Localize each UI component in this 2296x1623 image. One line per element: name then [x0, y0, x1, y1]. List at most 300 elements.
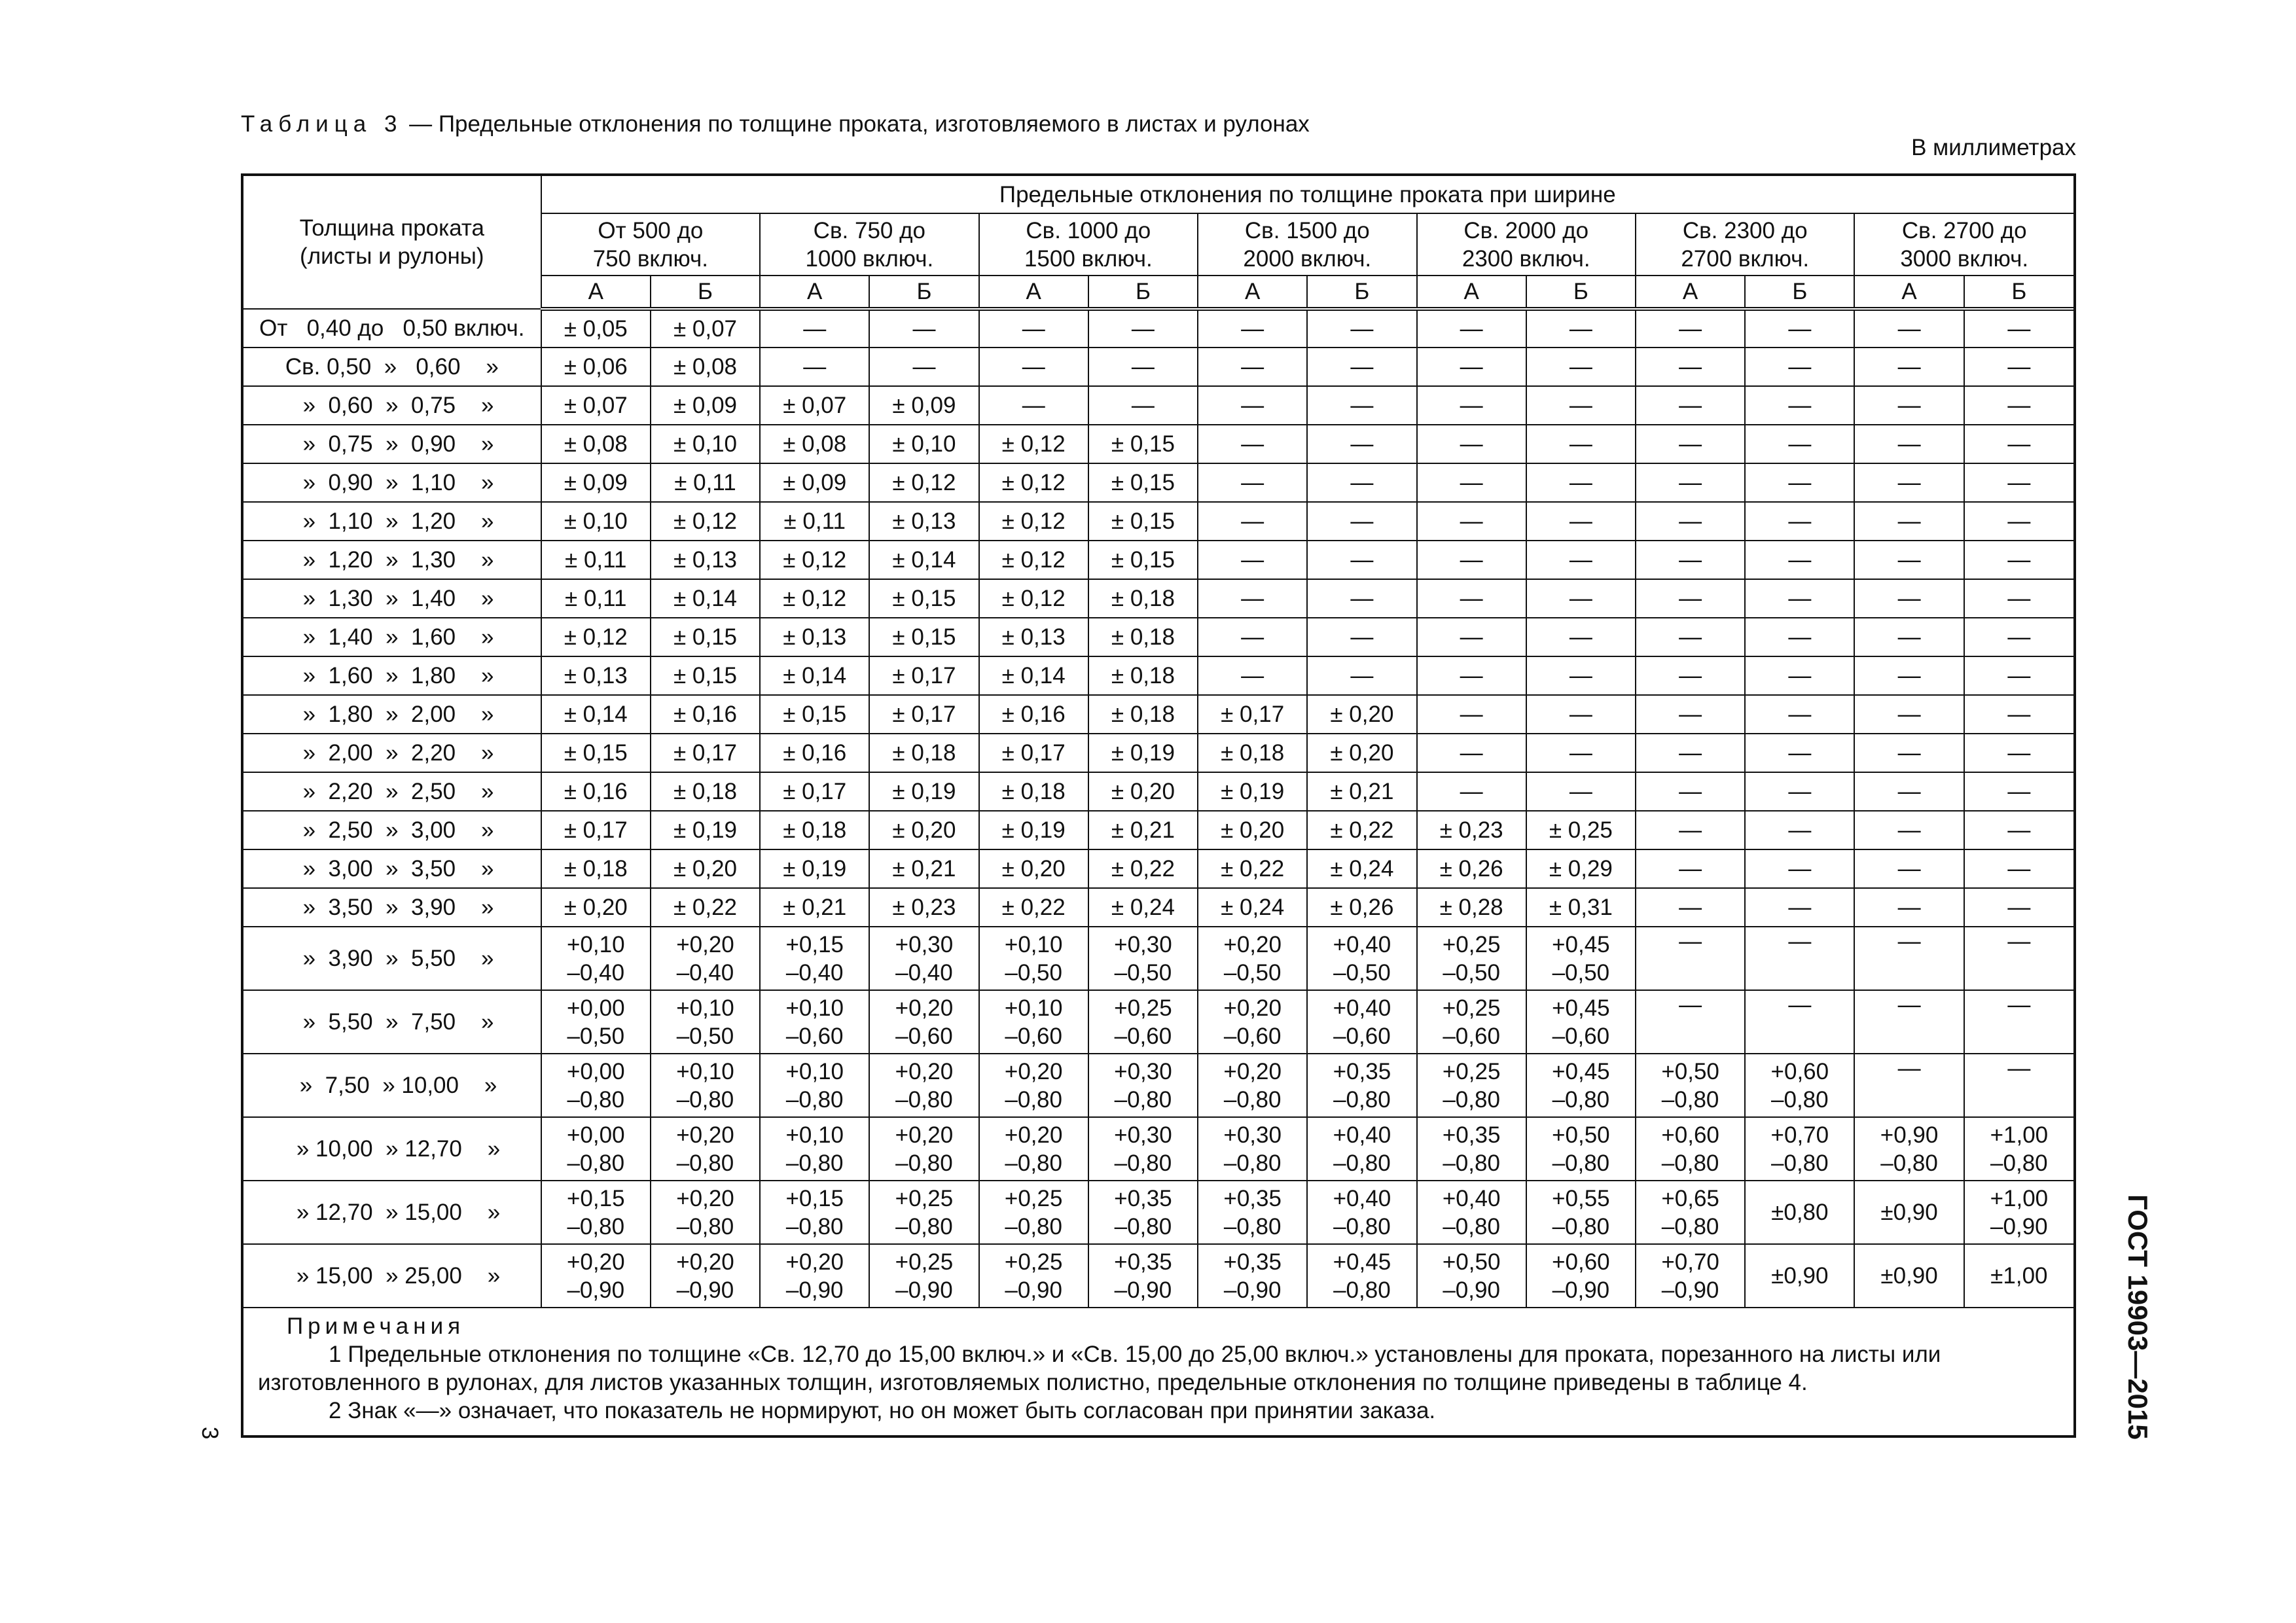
- deviation-cell: ± 0,15: [1088, 463, 1198, 502]
- deviation-cell: —: [979, 386, 1088, 425]
- table-frame: [241, 173, 2076, 1438]
- deviation-cell: ± 0,13: [651, 541, 760, 579]
- deviation-cell: ± 0,18: [651, 772, 760, 811]
- deviation-cell: —: [1417, 386, 1526, 425]
- column-header-b: Б: [869, 276, 978, 309]
- deviation-cell: ± 0,22: [1088, 849, 1198, 888]
- column-header-b: Б: [1307, 276, 1416, 309]
- deviation-cell: —: [760, 309, 869, 348]
- deviation-cell: ± 0,25: [1526, 811, 1636, 849]
- deviation-cell: +0,60 –0,80: [1745, 1054, 1854, 1117]
- deviation-cell: —: [1854, 772, 1964, 811]
- deviation-cell: ± 0,10: [869, 425, 978, 463]
- deviation-cell: —: [1417, 463, 1526, 502]
- deviation-cell: —: [1417, 348, 1526, 386]
- deviation-cell: —: [1088, 386, 1198, 425]
- thickness-cell: Св. 0,50 » 0,60 »: [243, 348, 541, 386]
- deviation-cell: —: [1636, 734, 1745, 772]
- deviation-cell: ± 0,20: [1198, 811, 1307, 849]
- deviation-cell: ± 0,20: [869, 811, 978, 849]
- deviation-cell: ± 0,12: [979, 579, 1088, 618]
- table-row: [243, 425, 2073, 463]
- deviation-cell: —: [1854, 734, 1964, 772]
- thickness-cell: » 5,50 » 7,50 »: [243, 990, 541, 1054]
- deviation-cell: —: [1854, 502, 1964, 541]
- thickness-cell: » 1,10 » 1,20 »: [243, 502, 541, 541]
- deviation-cell: +0,00 –0,80: [541, 1054, 651, 1117]
- deviation-cell: —: [1745, 888, 1854, 927]
- deviation-cell: —: [1964, 618, 2073, 656]
- deviation-cell: —: [1636, 425, 1745, 463]
- deviation-cell: ± 0,19: [1198, 772, 1307, 811]
- deviation-cell: ± 0,17: [979, 734, 1088, 772]
- deviation-cell: —: [1526, 618, 1636, 656]
- deviation-cell: ±0,90: [1854, 1244, 1964, 1308]
- column-header-b: Б: [1964, 276, 2073, 309]
- deviation-cell: ± 0,19: [1088, 734, 1198, 772]
- deviation-cell: +0,45 –0,50: [1526, 927, 1636, 990]
- deviation-cell: ± 0,20: [1307, 695, 1416, 734]
- deviation-cell: +0,35 –0,80: [1088, 1181, 1198, 1244]
- deviation-cell: +0,00 –0,50: [541, 990, 651, 1054]
- width-group-header: От 500 до 750 включ.: [541, 213, 760, 276]
- deviation-cell: —: [1636, 309, 1745, 348]
- deviation-cell: ± 0,20: [979, 849, 1088, 888]
- thickness-cell: » 12,70 » 15,00 »: [243, 1181, 541, 1244]
- deviation-cell: ± 0,22: [979, 888, 1088, 927]
- deviation-cell: —: [1745, 849, 1854, 888]
- deviation-cell: —: [1854, 618, 1964, 656]
- deviation-cell: ± 0,24: [1088, 888, 1198, 927]
- deviation-cell: ± 0,18: [1088, 695, 1198, 734]
- deviation-cell: ± 0,14: [651, 579, 760, 618]
- column-header-a: А: [1636, 276, 1745, 309]
- deviation-cell: +0,50 –0,80: [1636, 1054, 1745, 1117]
- deviation-cell: ± 0,23: [869, 888, 978, 927]
- deviation-cell: —: [1198, 541, 1307, 579]
- deviation-cell: ± 0,15: [1088, 502, 1198, 541]
- deviation-cell: +0,40 –0,80: [1307, 1117, 1416, 1181]
- deviation-cell: +0,40 –0,80: [1307, 1181, 1416, 1244]
- deviation-cell: —: [1854, 541, 1964, 579]
- table-row: [243, 541, 2073, 579]
- deviation-cell: —: [1964, 811, 2073, 849]
- deviation-cell: +0,20 –0,90: [760, 1244, 869, 1308]
- table-row: [243, 888, 2073, 927]
- deviation-cell: ± 0,15: [760, 695, 869, 734]
- deviation-cell: ± 0,20: [1088, 772, 1198, 811]
- deviation-cell: —: [1198, 502, 1307, 541]
- deviation-cell: +0,10 –0,50: [651, 990, 760, 1054]
- deviation-cell: ± 0,20: [651, 849, 760, 888]
- deviation-cell: —: [1854, 309, 1964, 348]
- deviation-cell: —: [1307, 348, 1416, 386]
- deviation-cell: ±0,80: [1745, 1181, 1854, 1244]
- deviation-cell: +0,20 –0,80: [1198, 1054, 1307, 1117]
- deviation-cell: +0,10 –0,60: [760, 990, 869, 1054]
- deviation-cell: ± 0,09: [651, 386, 760, 425]
- deviation-cell: +0,35 –0,90: [1088, 1244, 1198, 1308]
- deviation-cell: —: [1636, 990, 1745, 1054]
- column-header-a: А: [979, 276, 1088, 309]
- deviation-cell: ± 0,15: [651, 618, 760, 656]
- deviation-cell: ± 0,17: [869, 695, 978, 734]
- deviation-cell: ± 0,18: [869, 734, 978, 772]
- deviation-cell: +0,50 –0,80: [1526, 1117, 1636, 1181]
- deviation-cell: +0,70 –0,80: [1745, 1117, 1854, 1181]
- deviation-cell: —: [1745, 772, 1854, 811]
- deviation-cell: —: [1854, 888, 1964, 927]
- table-row: [243, 849, 2073, 888]
- deviation-cell: ± 0,11: [760, 502, 869, 541]
- deviation-cell: +0,50 –0,90: [1417, 1244, 1526, 1308]
- deviation-cell: ± 0,17: [651, 734, 760, 772]
- deviation-cell: +0,20 –0,90: [541, 1244, 651, 1308]
- deviation-cell: —: [1636, 618, 1745, 656]
- deviation-cell: —: [1307, 463, 1416, 502]
- deviation-cell: ± 0,24: [1307, 849, 1416, 888]
- deviation-cell: —: [1417, 656, 1526, 695]
- deviation-cell: ± 0,17: [869, 656, 978, 695]
- deviation-cell: —: [979, 309, 1088, 348]
- deviation-cell: +1,00 –0,80: [1964, 1117, 2073, 1181]
- deviation-header: Предельные отклонения по толщине проката при ширине: [541, 176, 2073, 213]
- deviation-cell: —: [1636, 348, 1745, 386]
- deviation-cell: —: [1745, 811, 1854, 849]
- deviation-cell: —: [1745, 309, 1854, 348]
- deviation-cell: +0,00 –0,80: [541, 1117, 651, 1181]
- deviation-cell: —: [1636, 888, 1745, 927]
- deviation-cell: ± 0,24: [1198, 888, 1307, 927]
- deviation-cell: —: [1964, 463, 2073, 502]
- deviation-cell: —: [1526, 734, 1636, 772]
- thickness-cell: » 15,00 » 25,00 »: [243, 1244, 541, 1308]
- deviation-cell: +0,20 –0,80: [869, 1054, 978, 1117]
- deviation-cell: —: [979, 348, 1088, 386]
- deviation-cell: ± 0,15: [1088, 541, 1198, 579]
- thickness-cell: » 1,80 » 2,00 »: [243, 695, 541, 734]
- deviation-cell: —: [1417, 425, 1526, 463]
- deviation-cell: —: [1526, 579, 1636, 618]
- deviation-cell: —: [1636, 695, 1745, 734]
- deviation-cell: +1,00 –0,90: [1964, 1181, 2073, 1244]
- deviation-cell: —: [1964, 734, 2073, 772]
- deviation-cell: +0,10 –0,80: [760, 1117, 869, 1181]
- table-caption-text: — Предельные отклонения по толщине проката, изготовляемого в листах и рулонах: [409, 111, 1310, 137]
- deviation-cell: —: [1745, 502, 1854, 541]
- deviation-cell: —: [1088, 309, 1198, 348]
- deviation-cell: ± 0,21: [1307, 772, 1416, 811]
- thickness-cell: » 0,75 » 0,90 »: [243, 425, 541, 463]
- deviation-cell: ± 0,16: [979, 695, 1088, 734]
- table-row: [243, 309, 2073, 348]
- deviation-cell: —: [1198, 579, 1307, 618]
- thickness-cell: » 7,50 » 10,00 »: [243, 1054, 541, 1117]
- thickness-cell: » 0,60 » 0,75 »: [243, 386, 541, 425]
- deviation-cell: ± 0,19: [651, 811, 760, 849]
- deviation-cell: ± 0,21: [760, 888, 869, 927]
- deviation-cell: ± 0,13: [869, 502, 978, 541]
- deviation-cell: ± 0,12: [869, 463, 978, 502]
- width-group-header: Св. 2000 до 2300 включ.: [1417, 213, 1636, 276]
- deviation-cell: ± 0,14: [979, 656, 1088, 695]
- deviation-cell: —: [1417, 309, 1526, 348]
- deviation-cell: +0,25 –0,60: [1417, 990, 1526, 1054]
- deviation-cell: +0,20 –0,80: [979, 1117, 1088, 1181]
- note-1-line-1: 1 Предельные отклонения по толщине «Св. 12,70 до 15,00 включ.» и «Св. 15,00 до 25,00 включ.» установлены для проката, порезанного на листы или: [329, 1342, 1941, 1367]
- deviation-cell: +0,35 –0,90: [1198, 1244, 1307, 1308]
- deviation-cell: —: [1854, 849, 1964, 888]
- column-header-b: Б: [1088, 276, 1198, 309]
- table-row: [243, 811, 2073, 849]
- deviation-cell: +0,25 –0,90: [979, 1244, 1088, 1308]
- deviation-cell: ± 0,29: [1526, 849, 1636, 888]
- deviation-cell: —: [1636, 772, 1745, 811]
- deviation-cell: —: [1745, 425, 1854, 463]
- deviation-cell: ± 0,18: [760, 811, 869, 849]
- deviation-cell: —: [1636, 811, 1745, 849]
- deviation-cell: —: [1964, 990, 2073, 1054]
- deviation-cell: +0,10 –0,50: [979, 927, 1088, 990]
- deviation-cell: +0,35 –0,80: [1307, 1054, 1416, 1117]
- notes-title: Примечания: [287, 1313, 465, 1339]
- deviation-cell: —: [1198, 348, 1307, 386]
- deviation-cell: ± 0,19: [979, 811, 1088, 849]
- deviation-cell: +0,20 –0,60: [1198, 990, 1307, 1054]
- deviation-cell: ± 0,08: [760, 425, 869, 463]
- column-header-a: А: [1417, 276, 1526, 309]
- deviation-cell: —: [1526, 463, 1636, 502]
- deviation-cell: +0,15 –0,80: [760, 1181, 869, 1244]
- deviation-cell: —: [1526, 772, 1636, 811]
- table-row: [243, 1244, 2073, 1308]
- deviation-cell: ± 0,12: [979, 463, 1088, 502]
- deviation-cell: +0,55 –0,80: [1526, 1181, 1636, 1244]
- deviation-cell: —: [1964, 386, 2073, 425]
- deviation-cell: —: [1854, 463, 1964, 502]
- deviation-cell: ± 0,12: [760, 579, 869, 618]
- deviation-cell: +0,25 –0,90: [869, 1244, 978, 1308]
- thickness-cell: » 2,00 » 2,20 »: [243, 734, 541, 772]
- deviation-cell: —: [869, 348, 978, 386]
- deviation-cell: —: [1745, 348, 1854, 386]
- deviation-cell: ± 0,15: [1088, 425, 1198, 463]
- deviation-cell: —: [1964, 579, 2073, 618]
- thickness-cell: » 2,50 » 3,00 »: [243, 811, 541, 849]
- deviation-cell: —: [1745, 990, 1854, 1054]
- width-group-header: Св. 1500 до 2000 включ.: [1198, 213, 1416, 276]
- deviation-cell: —: [1964, 695, 2073, 734]
- deviation-cell: ± 0,16: [651, 695, 760, 734]
- deviation-cell: ± 0,07: [651, 309, 760, 348]
- deviation-cell: +0,65 –0,80: [1636, 1181, 1745, 1244]
- table-row: [243, 990, 2073, 1054]
- thickness-cell: » 0,90 » 1,10 »: [243, 463, 541, 502]
- deviation-cell: ± 0,07: [541, 386, 651, 425]
- deviation-cell: ± 0,15: [541, 734, 651, 772]
- thickness-cell: » 3,00 » 3,50 »: [243, 849, 541, 888]
- deviation-cell: —: [1745, 386, 1854, 425]
- deviation-cell: ± 0,14: [541, 695, 651, 734]
- deviation-cell: —: [1636, 386, 1745, 425]
- thickness-header: Толщина проката (листы и рулоны): [243, 176, 541, 309]
- deviation-cell: +0,10 –0,80: [651, 1054, 760, 1117]
- thickness-cell: » 1,40 » 1,60 »: [243, 618, 541, 656]
- table-row: [243, 579, 2073, 618]
- deviation-cell: —: [1198, 656, 1307, 695]
- deviation-cell: +0,20 –0,40: [651, 927, 760, 990]
- deviation-cell: ± 0,15: [869, 618, 978, 656]
- units-note: В миллиметрах: [1911, 135, 2076, 160]
- deviation-cell: +0,25 –0,50: [1417, 927, 1526, 990]
- deviation-cell: —: [1854, 656, 1964, 695]
- deviation-cell: ± 0,16: [760, 734, 869, 772]
- deviation-cell: ± 0,09: [869, 386, 978, 425]
- deviation-cell: +0,30 –0,80: [1088, 1054, 1198, 1117]
- deviation-cell: —: [1417, 734, 1526, 772]
- deviation-cell: +0,40 –0,60: [1307, 990, 1416, 1054]
- deviation-cell: —: [1636, 463, 1745, 502]
- deviation-cell: —: [1636, 541, 1745, 579]
- deviation-cell: —: [1745, 618, 1854, 656]
- thickness-cell: » 3,50 » 3,90 »: [243, 888, 541, 927]
- deviation-cell: —: [1854, 1054, 1964, 1117]
- deviation-cell: +0,45 –0,80: [1307, 1244, 1416, 1308]
- standard-code: ГОСТ 19903—2015: [2123, 1194, 2153, 1440]
- deviation-cell: ± 0,17: [1198, 695, 1307, 734]
- deviation-cell: ± 0,15: [869, 579, 978, 618]
- width-group-header: Св. 2300 до 2700 включ.: [1636, 213, 1854, 276]
- deviation-cell: ± 0,21: [1088, 811, 1198, 849]
- column-header-a: А: [760, 276, 869, 309]
- deviation-cell: —: [1526, 309, 1636, 348]
- deviation-cell: +0,60 –0,90: [1526, 1244, 1636, 1308]
- deviation-cell: —: [1964, 541, 2073, 579]
- deviation-cell: —: [1307, 386, 1416, 425]
- thickness-cell: » 1,20 » 1,30 »: [243, 541, 541, 579]
- deviation-cell: ± 0,20: [541, 888, 651, 927]
- deviation-cell: ± 0,22: [651, 888, 760, 927]
- deviation-cell: ± 0,10: [541, 502, 651, 541]
- deviation-cell: ± 0,06: [541, 348, 651, 386]
- column-header-b: Б: [1526, 276, 1636, 309]
- deviation-cell: +0,30 –0,40: [869, 927, 978, 990]
- deviation-cell: ± 0,17: [541, 811, 651, 849]
- deviation-cell: +0,20 –0,80: [979, 1054, 1088, 1117]
- deviation-cell: —: [1636, 849, 1745, 888]
- deviation-cell: ± 0,15: [651, 656, 760, 695]
- deviation-cell: —: [1745, 695, 1854, 734]
- deviation-cell: —: [1964, 1054, 2073, 1117]
- deviation-cell: +0,25 –0,60: [1088, 990, 1198, 1054]
- deviation-cell: ± 0,26: [1307, 888, 1416, 927]
- deviation-cell: ± 0,17: [760, 772, 869, 811]
- deviation-cell: —: [1526, 502, 1636, 541]
- deviation-cell: ± 0,18: [1088, 579, 1198, 618]
- thickness-cell: » 1,60 » 1,80 »: [243, 656, 541, 695]
- deviation-cell: ± 0,07: [760, 386, 869, 425]
- deviation-cell: —: [869, 309, 978, 348]
- table-row: [243, 348, 2073, 386]
- deviation-cell: +0,60 –0,80: [1636, 1117, 1745, 1181]
- deviation-cell: —: [1854, 579, 1964, 618]
- table-row: [243, 772, 2073, 811]
- deviation-cell: +0,90 –0,80: [1854, 1117, 1964, 1181]
- deviation-cell: ± 0,31: [1526, 888, 1636, 927]
- note-1-line-2: изготовленного в рулонах, для листов указанных толщин, изготовляемых полистно, предельные отклонения по толщине приведены в таблице 4.: [258, 1370, 1808, 1395]
- table-row: [243, 656, 2073, 695]
- deviation-cell: —: [1745, 541, 1854, 579]
- deviation-cell: —: [1745, 579, 1854, 618]
- deviation-cell: ± 0,12: [760, 541, 869, 579]
- deviation-cell: —: [1417, 579, 1526, 618]
- deviation-cell: —: [760, 348, 869, 386]
- deviation-cell: ± 0,05: [541, 309, 651, 348]
- deviation-cell: ± 0,28: [1417, 888, 1526, 927]
- deviation-cell: +0,25 –0,80: [1417, 1054, 1526, 1117]
- deviation-cell: ± 0,10: [651, 425, 760, 463]
- deviation-cell: —: [1088, 348, 1198, 386]
- column-header-a: А: [541, 276, 651, 309]
- deviation-cell: +0,20 –0,80: [651, 1117, 760, 1181]
- deviation-cell: +0,25 –0,80: [869, 1181, 978, 1244]
- deviation-cell: +0,35 –0,80: [1417, 1117, 1526, 1181]
- deviation-cell: +0,20 –0,90: [651, 1244, 760, 1308]
- deviation-cell: —: [1964, 888, 2073, 927]
- deviation-cell: —: [1307, 656, 1416, 695]
- deviation-cell: —: [1745, 463, 1854, 502]
- deviation-cell: +0,25 –0,80: [979, 1181, 1088, 1244]
- column-header-a: А: [1198, 276, 1307, 309]
- deviation-cell: —: [1964, 502, 2073, 541]
- deviation-cell: —: [1964, 425, 2073, 463]
- deviation-cell: —: [1854, 990, 1964, 1054]
- deviation-cell: ± 0,11: [541, 541, 651, 579]
- table-row: [243, 695, 2073, 734]
- deviation-cell: ± 0,18: [541, 849, 651, 888]
- column-header-a: А: [1854, 276, 1964, 309]
- deviation-cell: ± 0,21: [869, 849, 978, 888]
- deviation-cell: ±1,00: [1964, 1244, 2073, 1308]
- deviation-cell: —: [1745, 927, 1854, 990]
- deviation-cell: —: [1198, 425, 1307, 463]
- deviation-cell: —: [1854, 811, 1964, 849]
- deviation-cell: ± 0,12: [651, 502, 760, 541]
- deviation-cell: —: [1745, 656, 1854, 695]
- deviation-cell: —: [1636, 656, 1745, 695]
- table-row: [243, 463, 2073, 502]
- deviation-cell: ± 0,23: [1417, 811, 1526, 849]
- deviation-cell: +0,20 –0,80: [869, 1117, 978, 1181]
- deviation-cell: —: [1854, 425, 1964, 463]
- deviation-cell: +0,30 –0,80: [1088, 1117, 1198, 1181]
- deviation-cell: ± 0,18: [1088, 618, 1198, 656]
- deviation-cell: —: [1636, 927, 1745, 990]
- thickness-cell: » 2,20 » 2,50 »: [243, 772, 541, 811]
- deviation-cell: —: [1307, 579, 1416, 618]
- deviation-cell: ± 0,08: [541, 425, 651, 463]
- deviation-cell: —: [1854, 386, 1964, 425]
- table-row: [243, 1117, 2073, 1181]
- deviation-cell: —: [1526, 541, 1636, 579]
- table-row: [243, 618, 2073, 656]
- deviation-cell: +0,10 –0,40: [541, 927, 651, 990]
- deviation-cell: ± 0,19: [760, 849, 869, 888]
- deviation-cell: ±0,90: [1854, 1181, 1964, 1244]
- deviation-cell: ± 0,19: [869, 772, 978, 811]
- deviation-cell: —: [1854, 695, 1964, 734]
- table-row: [243, 502, 2073, 541]
